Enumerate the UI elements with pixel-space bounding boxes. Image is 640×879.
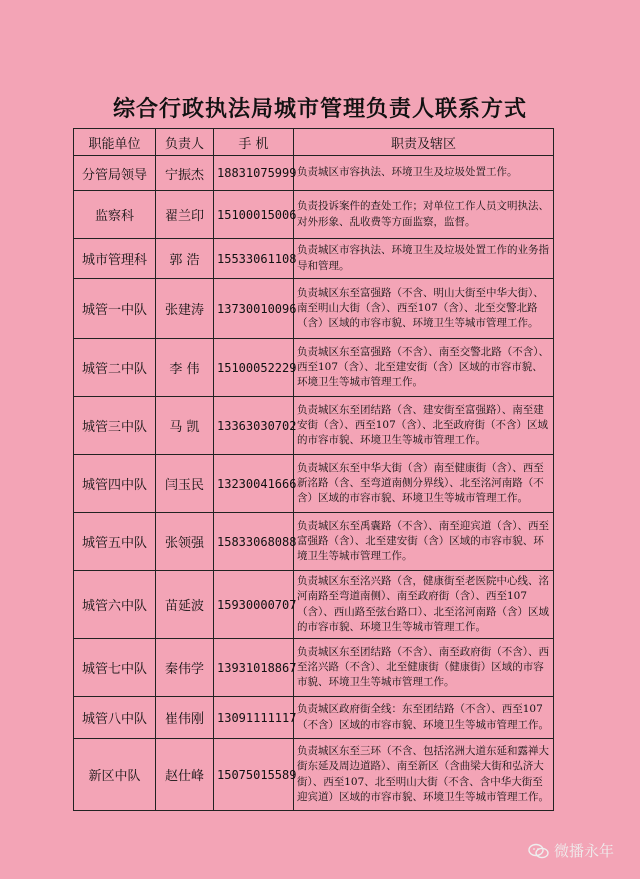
- watermark-text: 微播永年: [554, 842, 615, 860]
- phone-cell: 13730010096: [214, 279, 294, 339]
- person-cell: 李 伟: [156, 339, 214, 397]
- phone-cell: 13931018867: [214, 639, 294, 697]
- unit-cell: 城管四中队: [74, 455, 156, 513]
- person-cell: 闫玉民: [156, 455, 214, 513]
- table-row: [74, 397, 554, 455]
- unit-cell: 监察科: [74, 191, 156, 239]
- person-cell: 赵仕峰: [156, 739, 214, 811]
- unit-cell: 城管一中队: [74, 279, 156, 339]
- person-cell: 秦伟学: [156, 639, 214, 697]
- duty-cell: 负责城区东至富强路（不含、明山大街至中华大街）、南至明山大街（含）、西至107（含）、北至交警北路（含）区域的市容市貌、环境卫生等城市管理工作。: [294, 279, 554, 339]
- unit-cell: 城管五中队: [74, 513, 156, 571]
- phone-cell: 15533061108: [214, 239, 294, 279]
- table-row: [74, 156, 554, 191]
- phone-cell: 18831075999: [214, 156, 294, 191]
- phone-cell: 15100015006: [214, 191, 294, 239]
- table-header-row: [74, 129, 554, 156]
- table-row: [74, 513, 554, 571]
- person-cell: 崔伟刚: [156, 697, 214, 739]
- unit-cell: 城管七中队: [74, 639, 156, 697]
- duty-cell: 负责城区东至禹囊路（不含）、南至迎宾道（含）、西至富强路（含）、北至建安街（含）区域的市容市貌、环境卫生等城市管理工作。: [294, 513, 554, 571]
- duty-cell: 负责城区东至团结路（不含）、南至政府街（不含）、西至洺兴路（不含）、北至健康街（健康街）区域的市容市貌、环境卫生等城市管理工作。: [294, 639, 554, 697]
- person-cell: 张建涛: [156, 279, 214, 339]
- phone-cell: 15930000707: [214, 571, 294, 639]
- person-cell: 翟兰印: [156, 191, 214, 239]
- phone-cell: 15833068088: [214, 513, 294, 571]
- phone-cell: 13091111117: [214, 697, 294, 739]
- header-duty: 职责及辖区: [294, 129, 554, 156]
- duty-cell: 负责城区东至洺兴路（含，健康街至老医院中心线、洺河南路至弯道南侧）、南至政府街（含）、西至107（含）、西山路至弦台路口）、北至洺河南路（含）区域的市容市貌、环境卫生等城市管理工作。: [294, 571, 554, 639]
- phone-cell: 13230041666: [214, 455, 294, 513]
- table-row: [74, 455, 554, 513]
- document-title: 综合行政执法局城市管理负责人联系方式: [112, 96, 527, 122]
- table-row: [74, 339, 554, 397]
- wechat-icon: [528, 843, 550, 859]
- duty-cell: 负责城区东至三环（不含、包括洺洲大道东延和露禅大街东延及周边道路）、南至新区（含曲梁大街和弘济大街）、西至107、北至明山大街（不含、含中华大街至迎宾道）区域的市容市貌、环境卫生等城市管理工作。: [294, 739, 554, 811]
- header-unit: 职能单位: [74, 129, 156, 156]
- duty-cell: 负责城区东至团结路（含、建安街至富强路）、南至建安街（含）、西至107（含）、北至政府街（不含）区域的市容市貌、环境卫生等城市管理工作。: [294, 397, 554, 455]
- table-row: [74, 279, 554, 339]
- table-row: [74, 697, 554, 739]
- table-row: [74, 571, 554, 639]
- unit-cell: 城市管理科: [74, 239, 156, 279]
- duty-cell: 负责城区东至富强路（不含）、南至交警北路（不含）、西至107（含）、北至建安街（含）区域的市容市貌、环境卫生等城市管理工作。: [294, 339, 554, 397]
- duty-cell: 负责投诉案件的查处工作；对单位工作人员文明执法、对外形象、乱收费等方面监察，监督。: [294, 191, 554, 239]
- person-cell: 张领强: [156, 513, 214, 571]
- duty-cell: 负责城区市容执法、环境卫生及垃圾处置工作的业务指导和管理。: [294, 239, 554, 279]
- phone-cell: 15075015589: [214, 739, 294, 811]
- phone-cell: 15100052229: [214, 339, 294, 397]
- unit-cell: 城管三中队: [74, 397, 156, 455]
- person-cell: 马 凯: [156, 397, 214, 455]
- duty-cell: 负责城区东至中华大街（含）南至健康街（含）、西至新洺路（含、至弯道南侧分界线）、北至洺河南路（不含）区域的市容市貌、环境卫生等城市管理工作。: [294, 455, 554, 513]
- table-row: [74, 739, 554, 811]
- watermark: [528, 840, 614, 861]
- table-row: [74, 191, 554, 239]
- header-person: 负责人: [156, 129, 214, 156]
- unit-cell: 城管六中队: [74, 571, 156, 639]
- phone-cell: 13363030702: [214, 397, 294, 455]
- unit-cell: 新区中队: [74, 739, 156, 811]
- unit-cell: 城管八中队: [74, 697, 156, 739]
- person-cell: 苗延波: [156, 571, 214, 639]
- person-cell: 宁振杰: [156, 156, 214, 191]
- unit-cell: 城管二中队: [74, 339, 156, 397]
- duty-cell: 负责城区市容执法、环境卫生及垃圾处置工作。: [294, 156, 554, 191]
- duty-cell: 负责城区政府街全线：东至团结路（不含）、西至107（不含）区域的市容市貌、环境卫生等城市管理工作。: [294, 697, 554, 739]
- unit-cell: 分管局领导: [74, 156, 156, 191]
- person-cell: 郭 浩: [156, 239, 214, 279]
- header-phone: 手 机: [214, 129, 294, 156]
- table-row: [74, 239, 554, 279]
- table-row: [74, 639, 554, 697]
- contact-table: [73, 128, 554, 811]
